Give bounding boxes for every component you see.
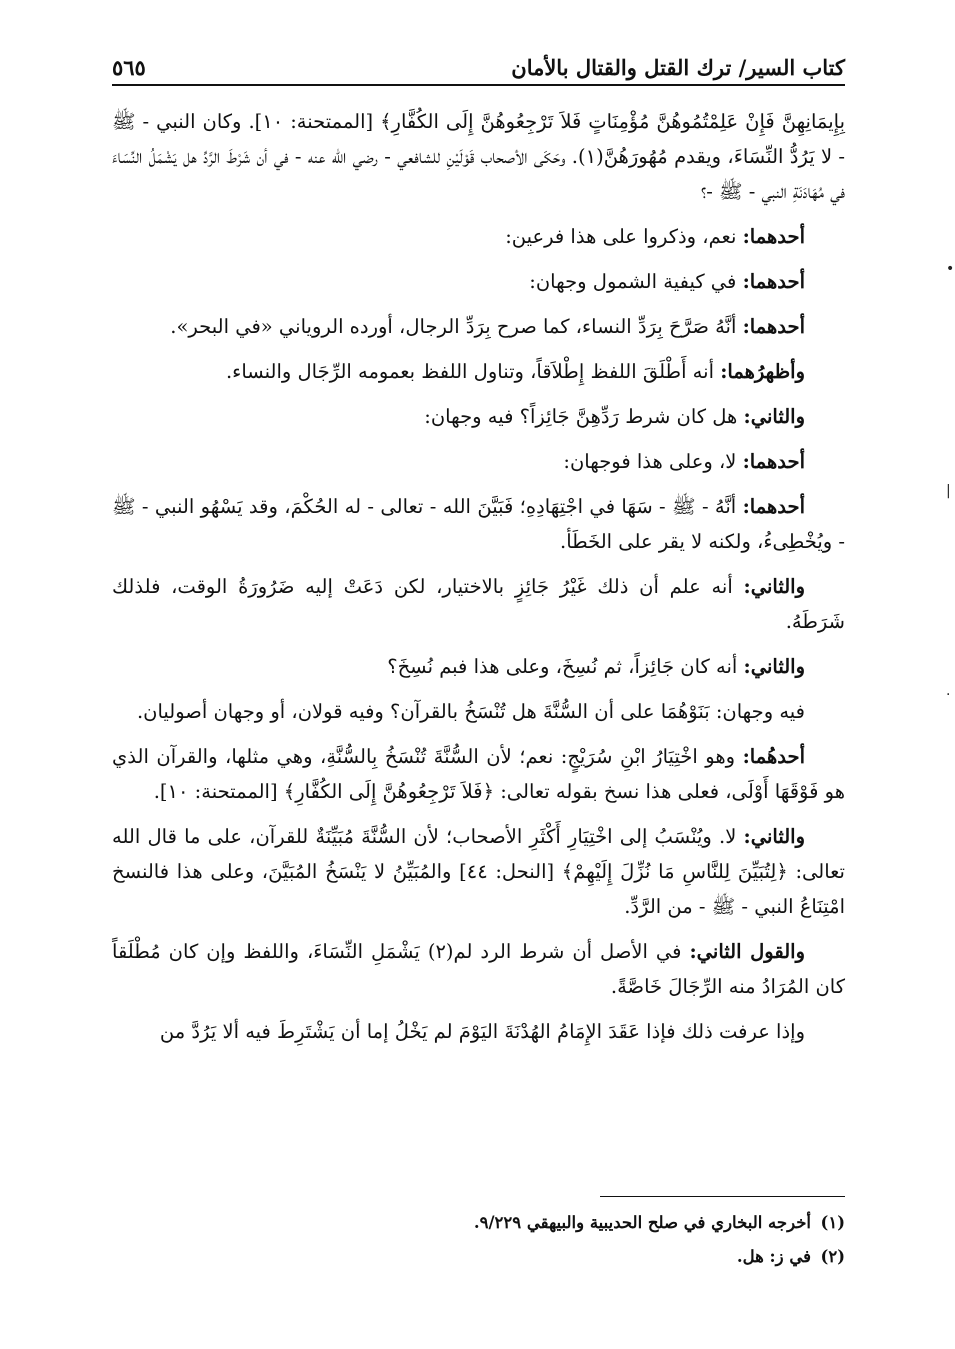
paragraph-14: والقول الثاني: في الأصل أن شرط الرد لم(٢) يَشْمَلِ النِّسَاءَ، واللفظ وإن كان مُطْلَقاً كان المُرَادُ منه الرِّجَالَ خَاصَّةً. [112, 940, 845, 998]
paragraph-3: أحدهما: في كيفية الشمول وجهان: [529, 270, 805, 293]
paragraph-label: والثاني: [743, 825, 805, 848]
paragraph-label: أحدهما: [742, 495, 805, 518]
page-number: ٥٦٥ [112, 55, 146, 80]
scan-mark: | [946, 483, 951, 499]
paragraph-9: والثاني: أنه علم أن ذلك غَيْرُ جَائِزٍ بالاختيار، لكن دَعَتْ إليه ضَرُورَةُ الوقت، فلذلك شَرَطَهُ. [112, 575, 845, 633]
paragraph-label: والثاني: [743, 575, 805, 598]
scan-mark: • [946, 261, 955, 277]
paragraph-5: وأظهرُهما: أنه أَطْلَقَ اللفظ إِطْلاَقاً، وتناول اللفظ بعمومه الرِّجَال والنساء. [225, 360, 805, 383]
footnote-number: (١) [820, 1213, 845, 1232]
paragraph-1: بِإِيمَانِهِنَّ فَإِنْ عَلِمْتُمُوهُنَّ مُؤْمِنَاتٍ فَلاَ تَرْجِعُوهُنَّ إِلَى الكُفَّارِ﴾ [الممتحنة: ١٠]. وكان النبي - ﷺ - لا يَرُدُّ النِّسَاءَ، ويقدم مُهُورَهُنَّ(١). وحَكَى الأصحاب قَوْلَيْنِ للشافعي - رضي الله عنه - في أن شَرْطَ الرَّدِّ هل يَشْمَلُ النِّسَاءَ في مُهَادَنَةِ النبي - ﷺ -؟ [112, 110, 845, 203]
paragraph-4: أحدهما: أنَّهُ صَرَّحَ بِرَدِّ النساء، كما صرح بِرَدِّ الرجال، أورده الروياني «في البحر». [170, 315, 805, 338]
paragraph-6: والثاني: هل كان شرط رَدِّهِنَّ جَائِزاً؟ فيه وجهان: [424, 405, 805, 428]
running-title: كتاب السير/ ترك القتل والقتال بالأمان [511, 55, 845, 80]
footnote-text: أخرجه البخاري في صلح الحديبية والبيهقي ٩/٢٢٩. [473, 1213, 811, 1232]
paragraph-7: أحدهما: لا، وعلى هذا فوجهان: [563, 450, 805, 473]
paragraph-label: أحدهما: [742, 225, 805, 248]
paragraph-label: والثاني: [743, 655, 805, 678]
paragraph-label: وأظهرُهما: [720, 360, 805, 383]
paragraph-8: أحدهما: أنَّهُ - ﷺ - سَهَا في اجْتِهَادِهِ؛ فَبَيَّنَ الله - تعالى - له الحُكْمَ، وقد يَسْهُو النبي - ﷺ - ويُخْطِىءُ، ولكنه لا يقر على الخَطَأ. [112, 495, 845, 553]
paragraph-13: والثاني: لا. ويُنْسَبُ إلى اخْتِيَارِ أَكْثَرِ الأصحاب؛ لأن السُّنَّةَ مُبَيِّنَةٌ للقرآن، على ما قال الله تعالى: ﴿لِتُبَيِّنَ لِلنَّاسِ مَا نُزِّلَ إِلَيْهِمْ﴾ [النحل: ٤٤] والمُبَيِّنُ لا يَنْسَخُ المُبَيَّنَ، وعلى هذا فالنسخ امْتِنَاعُ النبي - ﷺ - من الرَّدِّ. [112, 825, 845, 918]
paragraph-10: والثاني: أنه كان جَائِزاً، ثم نُسِخَ، وعلى هذا فبم نُسِخَ؟ [387, 655, 805, 678]
footnote-number: (٢) [820, 1247, 845, 1266]
footnote-2 [112, 1240, 845, 1274]
paragraph-label: أحدهُما: [742, 745, 805, 768]
paragraph-12: أحدهُما: وهو اخْتِيَارُ ابْنِ سُرَيْجٍ: نعم؛ لأن السُّنَّةَ تُنْسَخُ بِالسُّنَّةِ، وهي مثلها، والقرآن الذي هو فَوْقَهَا أَوْلَى، فعلى هذا نسخ بقوله تعالى: ﴿فَلاَ تَرْجِعُوهُنَّ إِلَى الكُفَّارِ﴾ [الممتحنة: ١٠]. [112, 745, 845, 803]
page-header [112, 40, 845, 86]
paragraph-2: أحدهما: نعم، وذكروا على هذا فرعين: [505, 225, 805, 248]
paragraph-label: والثاني: [743, 405, 805, 428]
paragraph-label: والقول الثاني: [689, 940, 805, 963]
paragraph-11: فيه وجهان: بَنَوْهُمَا على أن السُّنَّةَ هل تُنْسَخُ بالقرآن؟ وفيه قولان، أو وجهان أصوليان. [136, 700, 805, 723]
footnotes [112, 1206, 845, 1274]
paragraph-label: أحدهما: [742, 450, 805, 473]
footnote-text: في ز: هل. [736, 1247, 811, 1266]
paragraph-15: وإذا عرفت ذلك فإذا عَقَدَ الإِمَامُ الهُدْنَةَ اليَوْمَ لم يَخْلُ إما أن يَشْتَرِطَ فيه ألا يَرُدَّ من [159, 1020, 805, 1043]
paragraph-label: أحدهما: [742, 315, 805, 338]
scan-mark: · [946, 687, 951, 703]
paragraph-label: أحدهما: [742, 270, 805, 293]
footnote-divider [600, 1196, 845, 1197]
body-text [112, 104, 845, 1059]
footnote-1 [112, 1206, 845, 1240]
